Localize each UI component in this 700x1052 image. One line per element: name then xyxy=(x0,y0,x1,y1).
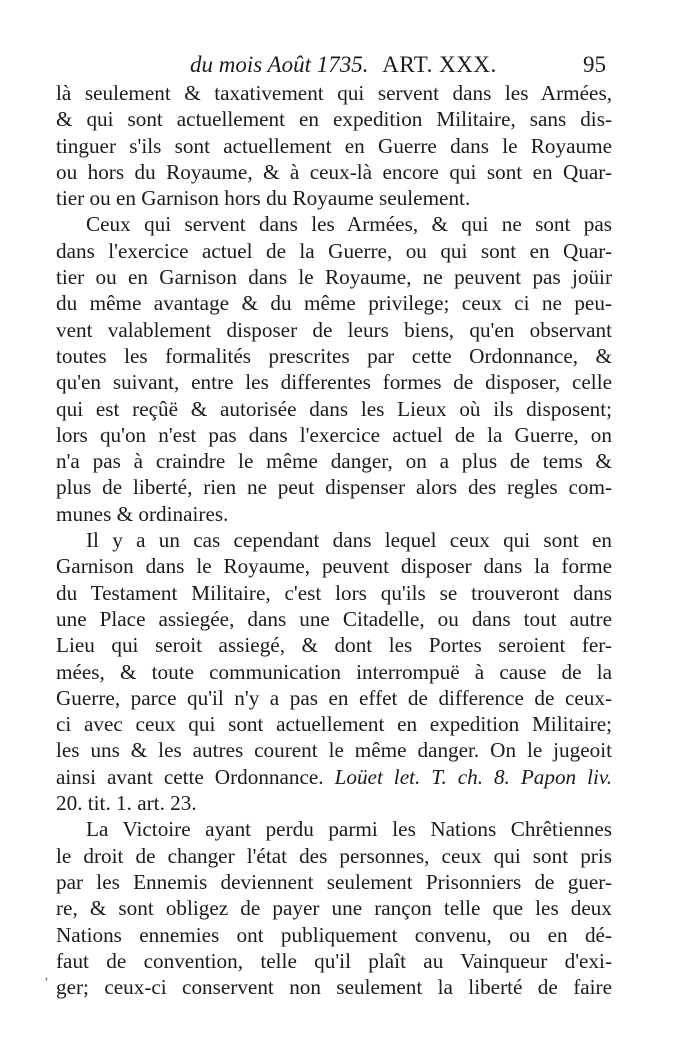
text-line: par les Ennemis deviennent seulement Prisonniers de guer- xyxy=(56,869,612,894)
article-label: ART. XXX. xyxy=(382,52,497,77)
text-line: faut de convention, telle qu'il plaît au Vainqueur d'exi- xyxy=(56,948,612,973)
citation-line xyxy=(56,764,612,790)
text-line: munes & ordinaires. xyxy=(56,501,229,526)
text-line: tinguer s'ils sont actuellement en Guerre dans le Royaume xyxy=(56,133,612,158)
text-line: ci avec ceux qui sont actuellement en expedition Militaire; xyxy=(56,712,612,737)
text-line: La Victoire ayant perdu parmi les Nations Chrêtiennes xyxy=(86,817,612,842)
text-line: là seulement & taxativement qui servent dans les Armées, xyxy=(56,81,612,105)
text-line: re, & sont obligez de payer une rançon telle que les deux xyxy=(56,896,612,921)
running-title: du mois Août 1735. xyxy=(190,52,369,77)
citation-reference: Loüet let. T. ch. 8. Papon liv. xyxy=(334,764,612,789)
text-line: dans l'exercice actuel de la Guerre, ou qui sont en Quar- xyxy=(56,238,612,263)
text-line: tier ou en Garnison hors du Royaume seulement. xyxy=(56,186,471,211)
text-line: lors qu'on n'est pas dans l'exercice actuel de la Guerre, on xyxy=(56,422,612,447)
text-line: mées, & toute communication interrompuë à cause de la xyxy=(56,659,612,684)
page-number: 95 xyxy=(583,52,606,77)
text-line: Lieu qui seroit assiegé, & dont les Portes seroient fer- xyxy=(56,633,612,658)
text-line: qui est reçûë & autorisée dans les Lieux où ils disposent; xyxy=(56,396,612,421)
text-line: du Testament Militaire, c'est lors qu'ils se trouveront dans xyxy=(56,580,612,605)
citation-lead: ainsi avant cette Ordonnance. xyxy=(56,764,324,789)
text-line: le droit de changer l'état des personnes, ceux qui sont pris xyxy=(56,843,612,868)
text-line: n'a pas à craindre le même danger, on a plus de tems & xyxy=(56,449,612,474)
text-line: Ceux qui servent dans les Armées, & qui ne sont pas xyxy=(86,212,612,237)
text-line: Il y a un cas cependant dans lequel ceux qui sont en xyxy=(86,528,612,553)
margin-mark: , xyxy=(45,968,48,982)
text-line: Nations ennemies ont publiquement convenu, ou en dé- xyxy=(56,922,612,947)
text-line: ou hors du Royaume, & à ceux-là encore qui sont en Quar- xyxy=(56,159,612,184)
text-line: qu'en suivant, entre les differentes formes de disposer, celle xyxy=(56,370,612,395)
text-line: Guerre, parce qu'il n'y a pas en effet de difference de ceux- xyxy=(56,685,612,710)
body-text xyxy=(56,80,612,1000)
citation-end: 20. tit. 1. art. 23. xyxy=(56,791,197,816)
text-line: du même avantage & du même privilege; ceux ci ne peu- xyxy=(56,291,612,316)
page-header xyxy=(190,52,620,78)
text-line: vent valablement disposer de leurs biens, qu'en observant xyxy=(56,317,612,342)
text-line: plus de liberté, rien ne peut dispenser alors des regles com- xyxy=(56,475,612,500)
text-line: une Place assiegée, dans une Citadelle, ou dans tout autre xyxy=(56,606,612,631)
text-line: Garnison dans le Royaume, peuvent disposer dans la forme xyxy=(56,554,612,579)
text-line: & qui sont actuellement en expedition Militaire, sans dis- xyxy=(56,107,612,132)
text-line: les uns & les autres courent le même danger. On le jugeoit xyxy=(56,738,612,763)
text-line: ger; ceux-ci conservent non seulement la liberté de faire xyxy=(56,975,612,1000)
text-line: toutes les formalités prescrites par cette Ordonnance, & xyxy=(56,343,612,368)
text-line: tier ou en Garnison dans le Royaume, ne peuvent pas joüir xyxy=(56,265,612,290)
